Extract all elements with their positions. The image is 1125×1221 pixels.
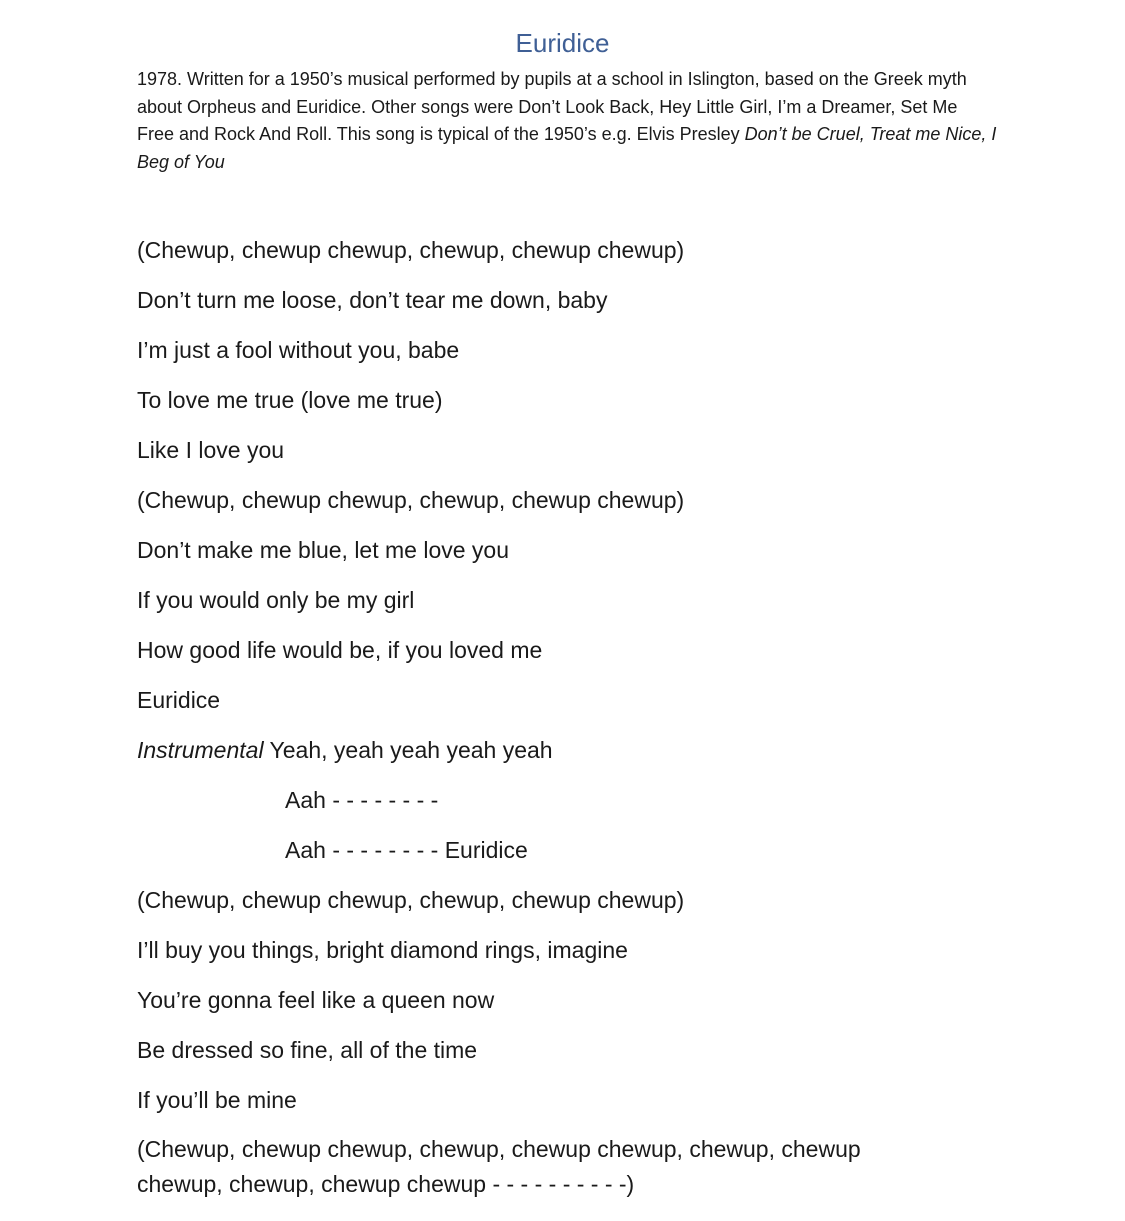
aah-line: Aah - - - - - - - - [285, 787, 439, 813]
intro-text: 1978. Written for a 1950’s musical performed by pupils at a school in Islington, based on the Greek myth about Orpheus and Euridice. Other songs were Don’t Look Back, Hey Little Girl, I’m a Dreamer, Set Me Free and Rock And Roll. This song is typical of the 1950’s e.g. Elvis Presley [137, 69, 967, 144]
lyric-line: (Chewup, chewup chewup, chewup, chewup chewup) [137, 487, 685, 513]
lyric-line: If you’ll be mine [137, 1087, 297, 1113]
instrumental-line [137, 732, 1037, 782]
page-title: Euridice [515, 28, 610, 58]
lyric-line: If you would only be my girl [137, 587, 415, 613]
lyric-line: I’m just a fool without you, babe [137, 337, 460, 363]
aah-line: Aah - - - - - - - - Euridice [285, 837, 528, 863]
lyric-line: (Chewup, chewup chewup, chewup, chewup chewup) [137, 887, 685, 913]
lyric-line: Euridice [137, 687, 221, 713]
closing-lyric-line: (Chewup, chewup chewup, chewup, chewup chewup, chewup, chewup chewup, chewup, chewup chewup - - - - - - - - - -) [137, 1136, 861, 1197]
intro-italic-titles: Don’t be Cruel, Treat me Nice, I Beg of You [137, 124, 997, 172]
intro-paragraph [137, 66, 997, 176]
lyric-line: How good life would be, if you loved me [137, 637, 543, 663]
lyric-line: Be dressed so fine, all of the time [137, 1037, 478, 1063]
lyric-line: Like I love you [137, 437, 285, 463]
lyrics-list [137, 232, 1037, 1202]
lyric-line: Don’t make me blue, let me love you [137, 537, 510, 563]
lyric-line: I’ll buy you things, bright diamond rings, imagine [137, 937, 628, 963]
lyric-line: To love me true (love me true) [137, 387, 443, 413]
instrumental-text: Yeah, yeah yeah yeah yeah [263, 737, 553, 763]
instrumental-label: Instrumental [137, 737, 264, 763]
lyric-line: Don’t turn me loose, don’t tear me down, baby [137, 287, 608, 313]
lyric-line: You’re gonna feel like a queen now [137, 987, 495, 1013]
lyric-line: (Chewup, chewup chewup, chewup, chewup chewup) [137, 237, 685, 263]
